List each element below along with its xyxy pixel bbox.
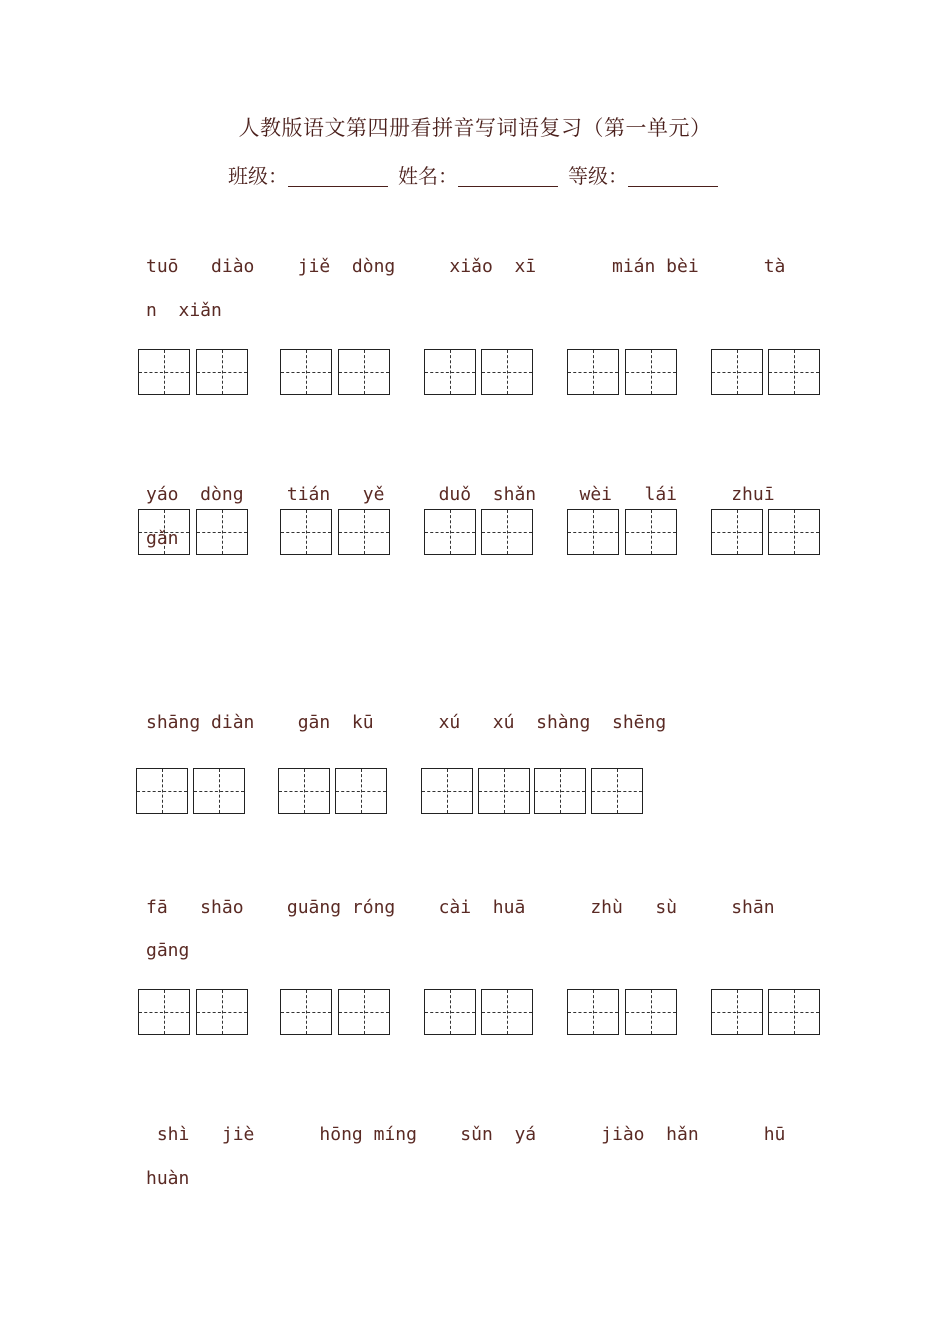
writing-cell[interactable] (591, 768, 643, 814)
writing-cell[interactable] (424, 989, 476, 1035)
writing-cell[interactable] (193, 768, 245, 814)
writing-cell[interactable] (280, 989, 332, 1035)
writing-cell[interactable] (625, 349, 677, 395)
writing-cell[interactable] (424, 509, 476, 555)
writing-cell[interactable] (138, 349, 190, 395)
pinyin-line: tuō diào jiě dòng xiǎo xī mián bèi tà (146, 256, 786, 277)
writing-cell[interactable] (196, 989, 248, 1035)
writing-cell[interactable] (278, 768, 330, 814)
writing-cell[interactable] (768, 989, 820, 1035)
writing-cell[interactable] (421, 768, 473, 814)
writing-cell[interactable] (424, 349, 476, 395)
writing-cell[interactable] (567, 349, 619, 395)
writing-cell[interactable] (567, 989, 619, 1035)
writing-cell[interactable] (196, 509, 248, 555)
writing-cell[interactable] (711, 349, 763, 395)
worksheet-title: 人教版语文第四册看拼音写词语复习（第一单元） (238, 116, 712, 140)
writing-cell[interactable] (338, 509, 390, 555)
writing-cell[interactable] (481, 989, 533, 1035)
writing-cell[interactable] (768, 509, 820, 555)
grade-blank[interactable] (628, 166, 718, 187)
class-blank[interactable] (288, 166, 388, 187)
writing-cell[interactable] (711, 509, 763, 555)
writing-cell[interactable] (136, 768, 188, 814)
pinyin-line: fā shāo guāng róng cài huā zhù sù shān (146, 897, 775, 918)
grade-label: 等级： (568, 164, 628, 188)
writing-cell[interactable] (625, 509, 677, 555)
writing-cell[interactable] (196, 349, 248, 395)
writing-cell[interactable] (338, 989, 390, 1035)
writing-cell[interactable] (768, 349, 820, 395)
writing-cell[interactable] (280, 509, 332, 555)
writing-cell[interactable] (481, 349, 533, 395)
writing-cell[interactable] (280, 349, 332, 395)
pinyin-line: shì jiè hōng míng sǔn yá jiào hǎn hū (146, 1124, 786, 1145)
writing-cell[interactable] (481, 509, 533, 555)
name-blank[interactable] (458, 166, 558, 187)
writing-cell[interactable] (711, 989, 763, 1035)
class-label: 班级： (228, 164, 288, 188)
writing-cell[interactable] (335, 768, 387, 814)
writing-cell[interactable] (534, 768, 586, 814)
pinyin-line: gāng (146, 940, 190, 961)
writing-cell[interactable] (138, 989, 190, 1035)
pinyin-line: n xiǎn (146, 300, 222, 321)
writing-cell[interactable] (338, 349, 390, 395)
pinyin-line: shāng diàn gān kū xú xú shàng shēng (146, 712, 667, 733)
writing-cell[interactable] (625, 989, 677, 1035)
student-info-line (228, 160, 718, 189)
pinyin-line: huàn (146, 1168, 190, 1189)
pinyin-line: yáo dòng tián yě duǒ shǎn wèi lái zhuī (146, 484, 775, 505)
name-label: 姓名： (398, 164, 458, 188)
writing-cell[interactable] (478, 768, 530, 814)
pinyin-line: gǎn (146, 528, 179, 549)
writing-cell[interactable] (567, 509, 619, 555)
